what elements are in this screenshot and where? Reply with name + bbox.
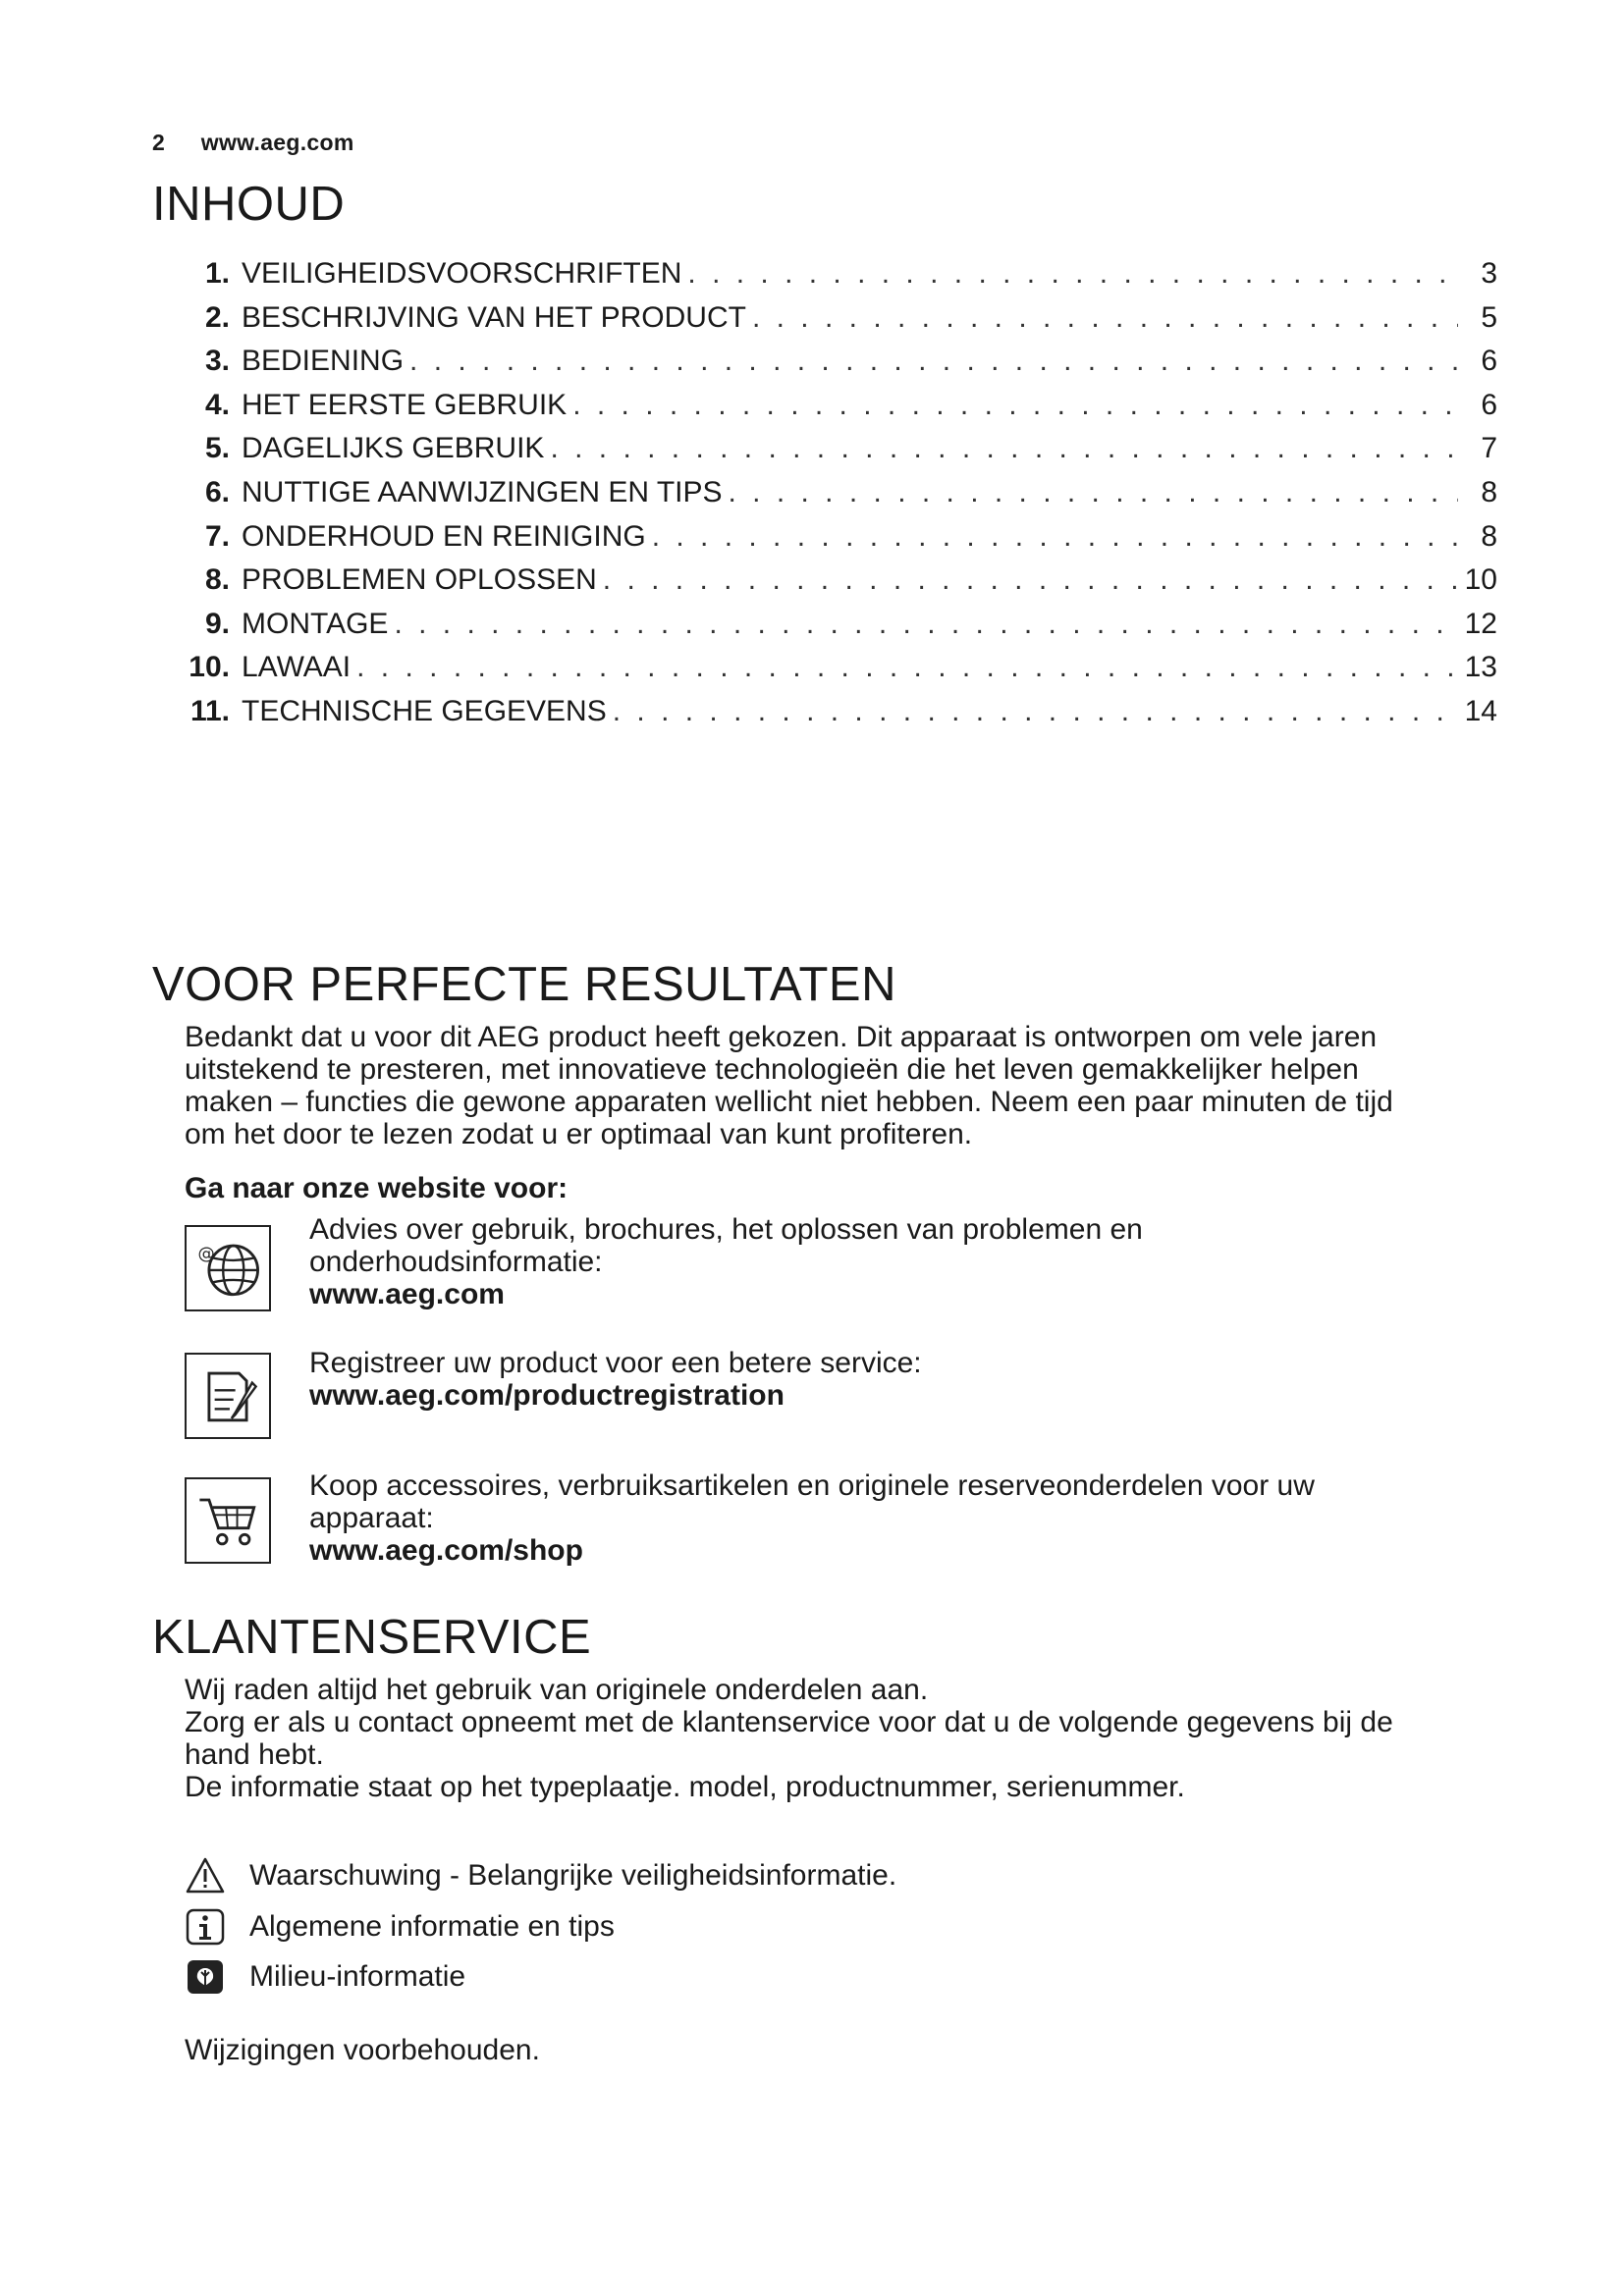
toc-leader-dots [409, 345, 1458, 378]
toc-entry-label: ONDERHOUD EN REINIGING [242, 519, 646, 553]
toc-entry-page: 5 [1481, 300, 1497, 334]
legend-item-warning [185, 1855, 896, 1896]
toc-entry-label: TECHNISCHE GEGEVENS [242, 694, 607, 727]
toc-entry-label: BEDIENING [242, 345, 405, 378]
shopping-cart-icon [185, 1477, 271, 1564]
legend-label: Waarschuwing - Belangrijke veiligheidsinformatie. [249, 1859, 897, 1892]
toc-leader-dots [752, 301, 1458, 335]
toc-leader-dots [729, 476, 1459, 509]
toc-entry-number: 1. [204, 257, 230, 290]
toc-entry-label: PROBLEMEN OPLOSSEN [242, 563, 597, 597]
page-number: 2 [152, 130, 166, 155]
registration-icon [185, 1353, 271, 1439]
klanten-line: hand hebt. [185, 1738, 324, 1771]
toc-entry[interactable] [187, 301, 1497, 346]
toc-entry-number: 8. [204, 563, 230, 597]
info-icon [185, 1906, 226, 1948]
header-site-link[interactable]: www.aeg.com [200, 130, 354, 155]
toc-entry[interactable] [187, 389, 1497, 433]
toc-entry[interactable] [187, 432, 1497, 476]
footer-note: Wijzigingen voorbehouden. [185, 2034, 540, 2066]
klanten-line: Wij raden altijd het gebruik van originele onderdelen aan. [185, 1674, 929, 1706]
toc-leader-dots [572, 389, 1458, 422]
klanten-line: Zorg er als u contact opneemt met de klantenservice voor dat u de volgende gegevens bij de [185, 1706, 1393, 1738]
shop-link-text [309, 1469, 1488, 1567]
link-description: Koop accessoires, verbruiksartikelen en originele reserveonderdelen voor uw [309, 1469, 1315, 1502]
toc-leader-dots [687, 257, 1458, 291]
website-link-text [309, 1213, 1488, 1310]
intro-line: Bedankt dat u voor dit AEG product heeft gekozen. Dit apparaat is ontworpen om vele jaren [185, 1021, 1378, 1053]
toc-entry-number: 11. [189, 694, 230, 727]
toc-entry-number: 9. [204, 607, 230, 640]
link-description: onderhoudsinformatie: [309, 1246, 603, 1278]
warning-icon [185, 1855, 226, 1896]
legend-label: Algemene informatie en tips [249, 1910, 615, 1943]
toc-entry-number: 4. [204, 388, 230, 421]
toc-entry-page: 14 [1464, 694, 1497, 727]
toc-entry-page: 10 [1464, 563, 1497, 597]
toc-entry-number: 6. [204, 475, 230, 508]
toc-leader-dots [356, 651, 1458, 684]
toc-entry-number: 10. [189, 651, 230, 684]
toc-leader-dots [613, 695, 1458, 728]
toc-entry-label: LAWAAI [242, 651, 352, 684]
toc-entry[interactable] [187, 651, 1497, 695]
toc-entry-page: 13 [1464, 651, 1497, 684]
intro-line: om het door te lezen zodat u er optimaal van kunt profiteren. [185, 1118, 973, 1150]
toc-leader-dots [603, 563, 1458, 597]
link-description: Advies over gebruik, brochures, het oplossen van problemen en [309, 1213, 1143, 1246]
toc-entry-number: 5. [204, 432, 230, 465]
toc-leader-dots [394, 608, 1458, 641]
klanten-line: De informatie staat op het typeplaatje. model, productnummer, serienummer. [185, 1771, 1185, 1803]
toc-entry[interactable] [187, 695, 1497, 739]
toc-entry-page: 8 [1481, 519, 1497, 553]
toc-entry-page: 6 [1481, 388, 1497, 421]
toc-entry-number: 2. [204, 300, 230, 334]
table-of-contents [187, 257, 1497, 739]
toc-entry-page: 7 [1481, 432, 1497, 465]
toc-leader-dots [652, 520, 1458, 554]
toc-entry-label: DAGELIJKS GEBRUIK [242, 432, 545, 465]
toc-entry-label: NUTTIGE AANWIJZINGEN EN TIPS [242, 475, 723, 508]
toc-entry-page: 3 [1481, 257, 1497, 290]
legend-item-environment [185, 1956, 465, 1998]
shop-url-link[interactable]: www.aeg.com/shop [309, 1534, 583, 1567]
product-registration-url-link[interactable]: www.aeg.com/productregistration [309, 1379, 785, 1412]
legend-item-info [185, 1906, 615, 1948]
toc-entry[interactable] [187, 608, 1497, 652]
website-heading: Ga naar onze website voor: [185, 1172, 568, 1204]
toc-entry-label: MONTAGE [242, 607, 389, 640]
globe-icon [185, 1225, 271, 1311]
toc-title: INHOUD [152, 178, 346, 231]
toc-entry-label: VEILIGHEIDSVOORSCHRIFTEN [242, 257, 682, 290]
intro-line: uitstekend te presteren, met innovatieve technologieën die het leven gemakkelijker helpen [185, 1053, 1359, 1086]
toc-entry-page: 12 [1464, 607, 1497, 640]
section-title-klantenservice: KLANTENSERVICE [152, 1611, 592, 1664]
environment-icon [185, 1956, 226, 1998]
toc-entry-label: HET EERSTE GEBRUIK [242, 388, 568, 421]
toc-entry-label: BESCHRIJVING VAN HET PRODUCT [242, 300, 746, 334]
toc-entry-number: 7. [204, 519, 230, 553]
toc-leader-dots [550, 432, 1458, 465]
toc-entry[interactable] [187, 520, 1497, 564]
intro-line: maken – functies die gewone apparaten wellicht niet hebben. Neem een paar minuten de tijd [185, 1086, 1393, 1118]
toc-entry[interactable] [187, 257, 1497, 301]
toc-entry[interactable] [187, 345, 1497, 389]
klantenservice-paragraph [185, 1674, 1490, 1803]
toc-entry-number: 3. [204, 345, 230, 378]
website-url-link[interactable]: www.aeg.com [309, 1278, 505, 1310]
intro-paragraph [185, 1021, 1490, 1150]
page-header [152, 130, 354, 156]
link-description: apparaat: [309, 1502, 434, 1534]
toc-entry-page: 6 [1481, 345, 1497, 378]
svg-text:@: @ [197, 1244, 215, 1264]
section-title-voor-perfecte-resultaten: VOOR PERFECTE RESULTATEN [152, 958, 896, 1011]
toc-entry[interactable] [187, 476, 1497, 520]
registration-link-text [309, 1347, 1488, 1412]
toc-entry-page: 8 [1481, 475, 1497, 508]
legend-label: Milieu-informatie [249, 1960, 466, 1993]
link-description: Registreer uw product voor een betere service: [309, 1347, 922, 1379]
toc-entry[interactable] [187, 563, 1497, 608]
